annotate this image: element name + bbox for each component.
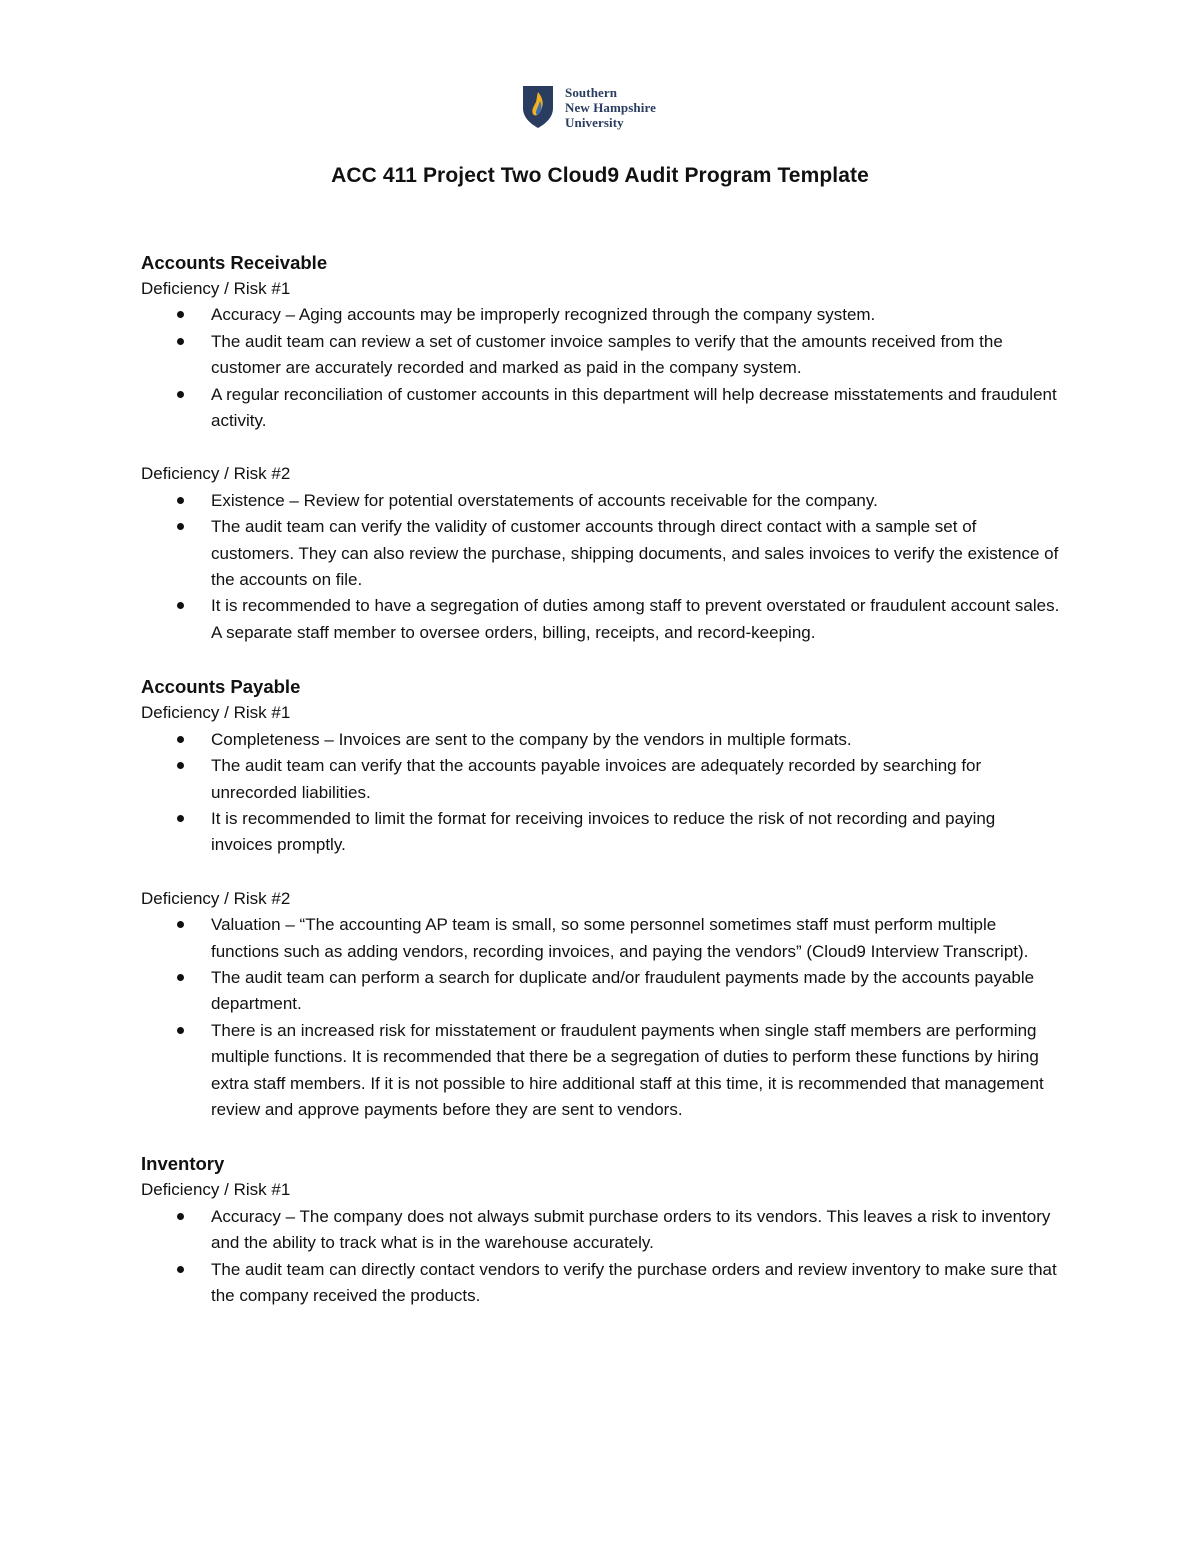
bullet-item: A regular reconciliation of customer accounts in this department will help decrease misstatements and fraudulent activity. <box>141 382 1081 435</box>
bullet-item: The audit team can directly contact vendors to verify the purchase orders and review inventory to make sure that the company received the products. <box>141 1257 1081 1310</box>
document-title: ACC 411 Project Two Cloud9 Audit Program Template <box>331 164 869 187</box>
risk-block <box>141 276 1081 434</box>
risk-block <box>141 886 1081 1124</box>
bullet-item: Valuation – “The accounting AP team is small, so some personnel sometimes staff must perform multiple functions such as adding vendors, recording invoices, and paying the vendors” (Cloud9 Interview Transcript). <box>141 912 1081 965</box>
bullet-item: The audit team can verify that the accounts payable invoices are adequately recorded by searching for unrecorded liabilities. <box>141 753 1081 806</box>
bullet-item: It is recommended to have a segregation of duties among staff to prevent overstated or fraudulent account sales. A separate staff member to oversee orders, billing, receipts, and record-keeping. <box>141 593 1081 646</box>
risk-label: Deficiency / Risk #1 <box>141 703 291 723</box>
section-accounts-receivable <box>141 249 1081 646</box>
bullet-item: It is recommended to limit the format for receiving invoices to reduce the risk of not recording and paying invoices promptly. <box>141 806 1081 859</box>
section-inventory <box>141 1150 1081 1309</box>
risk-block <box>141 1177 1081 1309</box>
bullet-list <box>141 1204 1081 1310</box>
spacer <box>141 859 1081 886</box>
risk-label: Deficiency / Risk #1 <box>141 279 291 298</box>
section-heading: Accounts Payable <box>141 676 301 698</box>
bullet-item: Existence – Review for potential overstatements of accounts receivable for the company. <box>141 488 1081 514</box>
risk-label: Deficiency / Risk #2 <box>141 464 291 484</box>
bullet-item: The audit team can perform a search for duplicate and/or fraudulent payments made by the accounts payable department. <box>141 965 1081 1018</box>
bullet-item: The audit team can verify the validity of customer accounts through direct contact with a sample set of customers. They can also review the purchase, shipping documents, and sales invoices to verify the existence of the accounts on file. <box>141 514 1081 593</box>
bullet-item: Accuracy – The company does not always submit purchase orders to its vendors. This leaves a risk to inventory and the ability to track what is in the warehouse accurately. <box>141 1204 1081 1257</box>
bullet-item: Accuracy – Aging accounts may be improperly recognized through the company system. <box>141 302 1081 328</box>
spacer <box>141 1123 1081 1150</box>
snhu-logo <box>521 84 656 134</box>
spacer <box>141 434 1081 461</box>
document-body <box>141 249 1081 1309</box>
bullet-list <box>141 302 1081 434</box>
logo-wordmark <box>565 85 656 130</box>
bullet-item: The audit team can review a set of customer invoice samples to verify that the amounts received from the customer are accurately recorded and marked as paid in the company system. <box>141 329 1081 382</box>
snhu-shield-icon <box>521 84 555 130</box>
bullet-list <box>141 727 1081 859</box>
bullet-list <box>141 912 1081 1123</box>
risk-label: Deficiency / Risk #2 <box>141 888 291 908</box>
section-heading: Accounts Receivable <box>141 252 328 273</box>
risk-block <box>141 461 1081 646</box>
bullet-item: Completeness – Invoices are sent to the company by the vendors in multiple formats. <box>141 727 1081 753</box>
section-accounts-payable <box>141 673 1081 1123</box>
bullet-item: There is an increased risk for misstatement or fraudulent payments when single staff members are performing multiple functions. It is recommended that there be a segregation of duties to perform these functions by hiring extra staff members. If it is not possible to hire additional staff at this time, it is recommended that management review and approve payments before they are sent to vendors. <box>141 1018 1081 1124</box>
risk-block <box>141 700 1081 858</box>
spacer <box>141 646 1081 673</box>
section-heading: Inventory <box>141 1153 225 1175</box>
bullet-list <box>141 488 1081 646</box>
risk-label: Deficiency / Risk #1 <box>141 1180 291 1200</box>
logo-line-1: Southern <box>565 85 618 100</box>
logo-line-2: New Hampshire <box>565 100 656 115</box>
logo-line-3: University <box>565 115 624 130</box>
